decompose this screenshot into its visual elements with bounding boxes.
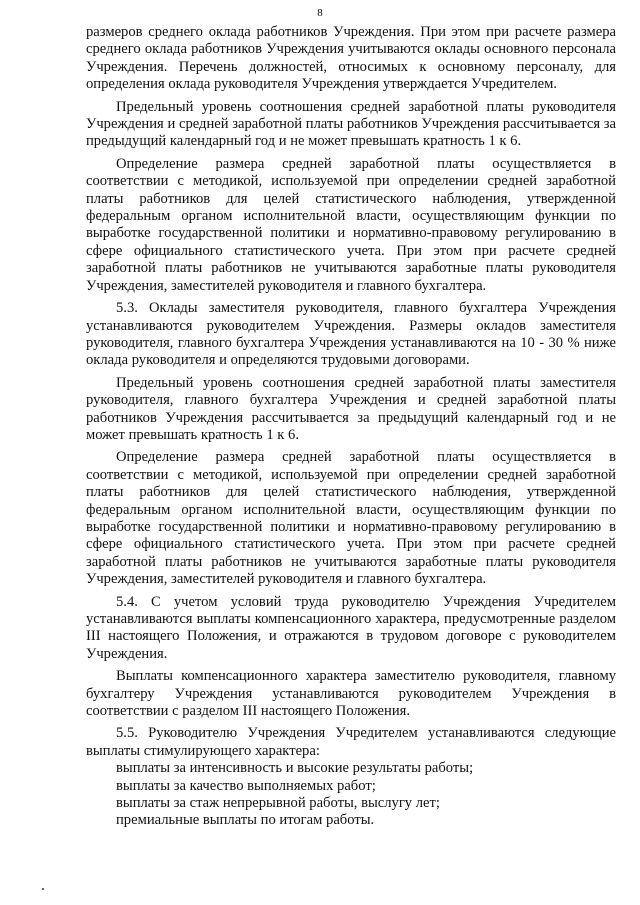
paragraph-section-5-4: 5.4. С учетом условий труда руководителю Учреждения Учредителем устанавливаются выплаты компенсационного характера, предусмотренные разделом III настоящего Положения, и отражаются в трудовом договоре с руководителем Учреждения.: [86, 593, 616, 662]
paragraph-compensation-deputy: Выплаты компенсационного характера заместителю руководителя, главному бухгалтеру Учреждения устанавливаются руководителем Учреждения в соответствии с разделом III настоящего Положения.: [86, 668, 616, 720]
page-number: 8: [317, 7, 323, 19]
document-body: [86, 24, 616, 830]
scan-speck: [42, 888, 44, 890]
list-item: выплаты за интенсивность и высокие результаты работы;: [116, 760, 474, 777]
paragraph-methodology-head: Определение размера средней заработной платы осуществляется в соответствии с методикой, используемой при определении средней заработной платы работников для целей статистического наблюдения, утвержденной федеральным органом исполнительной власти, осуществляющим функции по выработке государственной политики и нормативно-правовому регулированию в сфере официального статистического учета. При этом при расчете средней заработной платы работников не учитываются заработные платы руководителя Учреждения, заместителей руководителя и главного бухгалтера.: [86, 155, 616, 294]
list-item: выплаты за стаж непрерывной работы, выслугу лет;: [116, 795, 440, 812]
paragraph-ratio-deputy: Предельный уровень соотношения средней заработной платы заместителя руководителя, главного бухгалтера Учреждения и средней заработной платы работников Учреждения рассчитывается за предыдущий календарный год и не может превышать кратность 1 к 6.: [86, 374, 616, 443]
paragraph-ratio-head: Предельный уровень соотношения средней заработной платы руководителя Учреждения и средней заработной платы работников Учреждения рассчитывается за предыдущий календарный год и не может превышать кратность 1 к 6.: [86, 98, 616, 150]
list-item: премиальные выплаты по итогам работы.: [116, 812, 375, 829]
paragraph-methodology-deputy: Определение размера средней заработной платы осуществляется в соответствии с методикой, используемой при определении средней заработной платы работников для целей статистического наблюдения, утвержденной федеральным органом исполнительной власти, осуществляющим функции по выработке государственной политики и нормативно-правовому регулированию в сфере официального статистического учета. При этом при расчете средней заработной платы работников не учитываются заработные платы руководителя Учреждения, заместителей руководителя и главного бухгалтера.: [86, 449, 616, 588]
paragraph-section-5-5: 5.5. Руководителю Учреждения Учредителем устанавливаются следующие выплаты стимулирующего характера:: [86, 725, 616, 759]
paragraph-continuation: размеров среднего оклада работников Учреждения. При этом при расчете размера среднего оклада работников Учреждения учитываются оклады основного персонала Учреждения. Перечень должностей, относимых к основному персоналу, для определения оклада руководителя Учреждения утверждается Учредителем.: [86, 24, 616, 93]
incentive-payments-list: [86, 760, 616, 830]
list-item: выплаты за качество выполняемых работ;: [116, 777, 376, 794]
paragraph-section-5-3: 5.3. Оклады заместителя руководителя, главного бухгалтера Учреждения устанавливаются руководителем Учреждения. Размеры окладов заместителя руководителя, главного бухгалтера Учреждения устанавливаются на 10 - 30 % ниже оклада руководителя и определяются трудовыми договорами.: [86, 300, 616, 369]
